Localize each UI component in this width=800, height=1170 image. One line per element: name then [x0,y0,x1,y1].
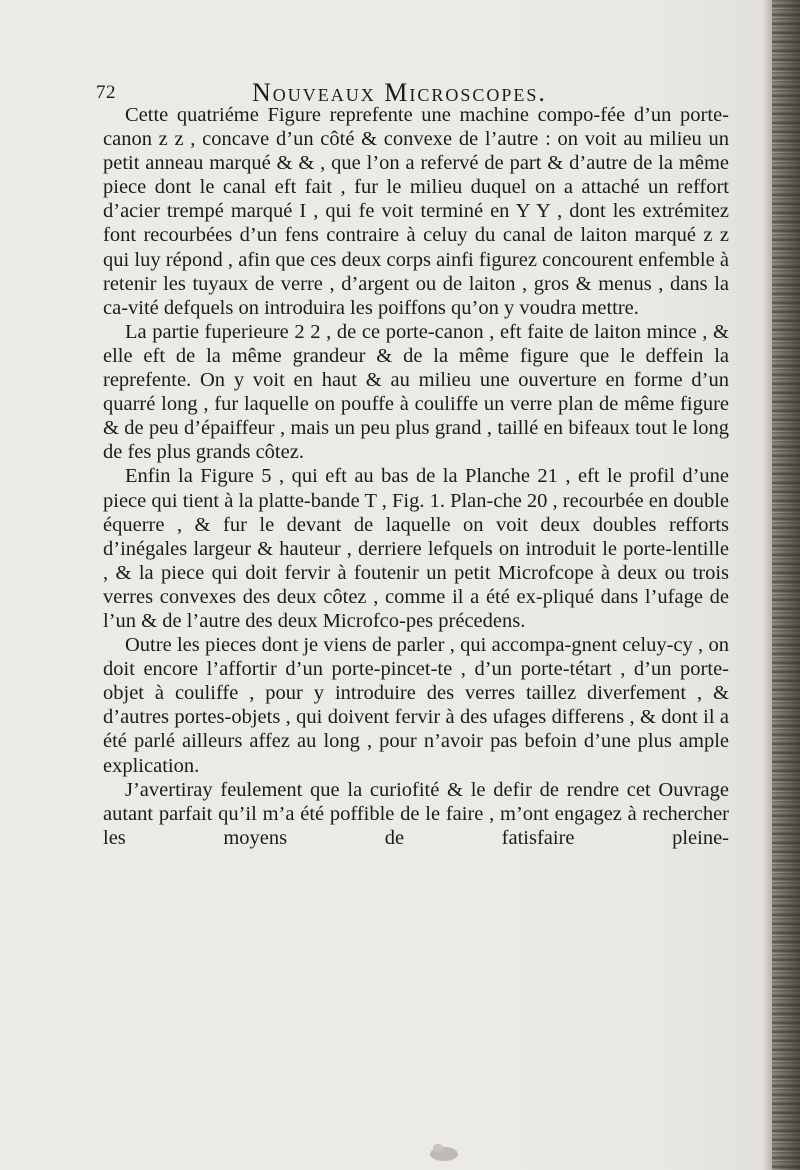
paragraph-1: Cette quatriéme Figure reprefente une machine compo-fée d’un porte-canon z z , concave d’un côté & convexe de l’autre : on voit au milieu un petit anneau marqué & & , que l’on a refervé de part & d’autre de la même piece dont le canal eft fait , fur le milieu duquel on a attaché un reffort d’acier trempé marqué I , qui fe voit terminé en Y Y , dont les extrémitez font recourbées d’un fens contraire à celuy du canal de laiton marqué z z qui luy répond , afin que ces deux corps ainfi figurez concourent enfemble à retenir les tuyaux de verre , d’argent ou de laiton , gros & menus , dans la ca-vité defquels on introduira les poiffons qu’on y voudra mettre. [103,104,729,319]
ink-smudge-mark [424,1140,464,1164]
page-number: 72 [96,82,116,103]
body-text [103,103,729,850]
paragraph-3: Enfin la Figure 5 , qui eft au bas de la Planche 21 , eft le profil d’une piece qui tient à la platte-bande T , Fig. 1. Plan-che 20 , recourbée en double équerre , & fur le devant de laquelle on voit deux doubles refforts d’inégales largeur & hauteur , derriere lefquels on introduit le porte-lentille , & la piece qui doit fervir à foutenir un petit Microfcope à deux ou trois verres convexes des deux côtez , comme il a été ex-pliqué dans l’ufage de l’un & de l’autre des deux Microfco-pes précedens. [103,465,729,632]
paragraph-2: La partie fuperieure 2 2 , de ce porte-canon , eft faite de laiton mince , & elle eft de la même grandeur & de la même figure que le deffein la reprefente. On y voit en haut & au milieu une ouverture en forme d’un quarré long , fur laquelle on pouffe à couliffe un verre plan de même figure & de peu d’épaiffeur , mais un peu plus grand , taillé en bifeaux tout le long de fes plus grands côtez. [103,320,729,464]
paragraph-5: J’avertiray feulement que la curiofité & le defir de rendre cet Ouvrage autant parfait qu’il m’a été poffible de le faire , m’ont engagez à rechercher les moyens de fatisfaire pleine- [103,778,729,849]
page-edge [772,0,800,1170]
paragraph-4: Outre les pieces dont je viens de parler , qui accompa-gnent celuy-cy , on doit encore l’affortir d’un porte-pincet-te , d’un porte-tétart , d’un porte-objet à couliffe , pour y introduire des verres taillez diverfement , & d’autres portes-objets , qui doivent fervir à des ufages differens , & dont il a été parlé ailleurs affez au long , pour n’avoir pas befoin d’une plus ample explication. [103,634,729,777]
page-edge-shadow [762,0,772,1170]
running-title: Nouveaux Microscopes. [252,78,547,107]
